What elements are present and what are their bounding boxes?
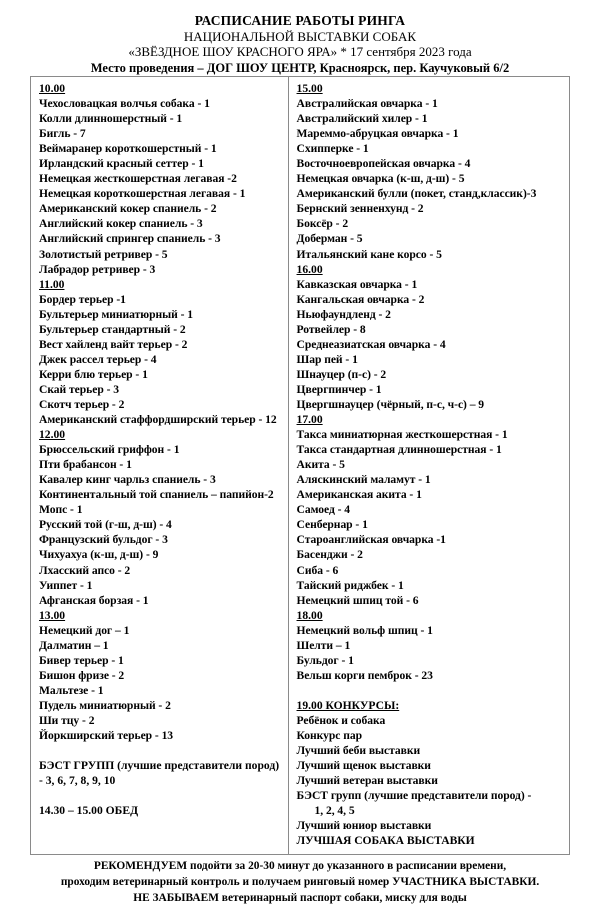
breed-entry: Бультерьер стандартный - 2 [39,322,186,336]
breed-entry: Бивер терьер - 1 [39,653,124,667]
time-heading-13-00: 13.00 [39,608,66,622]
breed-entry: Доберман - 5 [296,232,363,246]
schedule-column-afternoon [289,77,569,854]
time-heading-15-00: 15.00 [296,82,323,95]
contest-item: Лучший юниор выставки [296,819,432,833]
breed-entry: Американская акита - 1 [296,488,422,502]
breed-entry: Скай терьер - 3 [39,382,119,396]
breed-entry: Американский булли (покет, станд,классик)-3 [296,187,537,201]
breed-entry: Пти брабансон - 1 [39,458,132,472]
schedule-table [30,76,570,855]
right-time-blocks [297,81,563,683]
breed-entry: Керри блю терьер - 1 [39,367,148,381]
lunch-break: 14.30 – 15.00 ОБЕД [39,804,139,818]
breed-entry: Немецкая жесткошерстная легавая -2 [39,172,237,186]
breed-entry: Бульдог - 1 [296,653,354,667]
breed-entry: Скотч терьер - 2 [39,397,125,411]
breed-entry: Лабрадор ретривер - 3 [39,262,156,276]
contest-list-tail [297,818,563,848]
left-time-blocks [39,81,282,743]
breed-entry: Сиба - 6 [296,563,339,577]
breed-entry: Цвергшнауцер (чёрный, п-с, ч-с) – 9 [296,397,485,411]
breed-entry: Староанглийская овчарка -1 [296,533,446,547]
breed-entry: Американский кокер спаниель - 2 [39,202,217,216]
best-groups-evening-numbers: 1, 2, 4, 5 [314,804,355,818]
breed-entry: Самоед - 4 [296,503,351,517]
breed-entry: Тайский риджбек - 1 [296,578,404,592]
breed-entry: Джек рассел терьер - 4 [39,352,157,366]
contest-item: Лучший беби выставки [296,744,421,758]
time-heading-16-00: 16.00 [296,262,323,276]
breed-entry: Английский спрингер спаниель - 3 [39,232,221,246]
breed-entry: Такса стандартная длинношерстная - 1 [296,443,502,457]
breed-entry: Английский кокер спаниель - 3 [39,217,203,231]
breed-entry: Немецкий дог – 1 [39,623,130,637]
breed-entry: Вест хайленд вайт терьер - 2 [39,337,188,351]
footer-line-3: НЕ ЗАБЫВАЕМ ветеринарный паспорт собаки, миску для воды [133,892,467,904]
best-groups-evening: БЭСТ групп (лучшие представители пород) - [296,789,532,803]
contest-item: Ребёнок и собака [296,713,386,727]
time-heading-10-00: 10.00 [39,82,66,95]
breed-entry: Бишон фризе - 2 [39,668,125,682]
breed-entry: Мареммо-абруцкая овчарка - 1 [296,127,459,141]
document-header [0,0,600,75]
best-groups-morning: БЭСТ ГРУПП (лучшие представители пород) - 3, 6, 7, 8, 9, 10 [39,759,280,788]
breed-entry: Колли длинношерстный - 1 [39,112,183,126]
breed-entry: Кавказская овчарка - 1 [296,277,418,291]
breed-entry: Американский стаффордширский терьер - 12 [39,413,277,427]
page-title: РАСПИСАНИЕ РАБОТЫ РИНГА [194,13,406,28]
breed-entry: Мальтезе - 1 [39,683,104,697]
breed-entry: Басенджи - 2 [296,548,363,562]
left-spacer [39,743,282,758]
footer-line-1: РЕКОМЕНДУЕМ подойти за 20-30 минут до указанного в расписании времени, [93,860,507,872]
breed-entry: Восточноевропейская овчарка - 4 [296,157,471,171]
breed-entry: Лхасский апсо - 2 [39,563,131,577]
breed-entry: Цвергпинчер - 1 [296,382,382,396]
breed-entry: Французский бульдог - 3 [39,533,168,547]
breed-entry: Уиппет - 1 [39,578,93,592]
breed-entry: Вельш корги пемброк - 23 [296,668,433,682]
contests-heading: 19.00 КОНКУРСЫ: [296,698,400,712]
breed-entry: Аляскинский маламут - 1 [296,473,431,487]
breed-entry: Чехословацкая волчья собака - 1 [39,97,210,111]
breed-entry: Чихуахуа (к-ш, д-ш) - 9 [39,548,159,562]
time-heading-17-00: 17.00 [296,413,323,427]
breed-entry: Немецкий шпиц той - 6 [296,593,419,607]
page-subtitle: НАЦИОНАЛЬНОЙ ВЫСТАВКИ СОБАК [183,28,417,44]
footer-line-2: проходим ветеринарный контроль и получаем ринговый номер УЧАСТНИКА ВЫСТАВКИ. [60,876,540,888]
breed-entry: Шар пей - 1 [296,352,358,366]
breed-entry: Континентальный той спаниель – папийон-2 [39,488,274,502]
breed-entry: Сенбернар - 1 [296,518,368,532]
breed-entry: Кангальская овчарка - 2 [296,292,425,306]
right-spacer [297,683,563,698]
contest-item: Лучший щенок выставки [296,759,431,773]
time-heading-12-00: 12.00 [39,428,66,442]
breed-entry: Далматин – 1 [39,638,109,652]
breed-entry: Ротвейлер - 8 [296,322,366,336]
breed-entry: Ирландский красный сеттер - 1 [39,157,204,171]
breed-entry: Немецкий вольф шпиц - 1 [296,623,433,637]
breed-entry: Боксёр - 2 [296,217,349,231]
left-spacer-2 [39,788,282,803]
time-heading-18-00: 18.00 [296,608,323,622]
breed-entry: Немецкая короткошерстная легавая - 1 [39,187,246,201]
breed-entry: Бернский зенненхунд - 2 [296,202,424,216]
breed-entry: Пудель миниатюрный - 2 [39,698,171,712]
breed-entry: Йоркширский терьер - 13 [39,729,174,743]
breed-entry: Ньюфаундленд - 2 [296,307,391,321]
venue-line: Место проведения – ДОГ ШОУ ЦЕНТР, Красноярск, пер. Каучуковый 6/2 [90,60,510,75]
breed-entry: Ши тцу - 2 [39,713,95,727]
breed-entry: Немецкая овчарка (к-ш, д-ш) - 5 [296,172,465,186]
breed-entry: Австралийский хилер - 1 [296,112,428,126]
breed-entry: Кавалер кинг чарльз спаниель - 3 [39,473,216,487]
breed-entry: Такса миниатюрная жесткошерстная - 1 [296,428,508,442]
contest-item: ЛУЧШАЯ СОБАКА ВЫСТАВКИ [296,834,475,848]
breed-entry: Австралийская овчарка - 1 [296,97,438,111]
breed-entry: Бультерьер миниатюрный - 1 [39,307,193,321]
breed-entry: Шнауцер (п-с) - 2 [296,367,387,381]
schedule-column-morning [31,77,289,854]
breed-entry: Бигль - 7 [39,127,86,141]
breed-entry: Веймаранер короткошерстный - 1 [39,142,217,156]
document-footer [0,858,600,906]
contest-item: Конкурс пар [296,728,363,742]
breed-entry: Шелти – 1 [296,638,351,652]
breed-entry: Мопс - 1 [39,503,83,517]
breed-entry: Афганская борзая - 1 [39,593,149,607]
breed-entry: Акита - 5 [296,458,345,472]
time-heading-11-00: 11.00 [39,277,65,291]
show-name-date: «ЗВЁЗДНОЕ ШОУ КРАСНОГО ЯРА» * 17 сентября 2023 года [128,44,472,60]
breed-entry: Схипперке - 1 [296,142,369,156]
breed-entry: Бордер терьер -1 [39,292,126,306]
breed-entry: Золотистый ретривер - 5 [39,247,168,261]
breed-entry: Брюссельский гриффон - 1 [39,443,180,457]
contest-item: Лучший ветеран выставки [296,774,438,788]
breed-entry: Русский той (г-ш, д-ш) - 4 [39,518,172,532]
breed-entry: Среднеазиатская овчарка - 4 [296,337,446,351]
breed-entry: Итальянский кане корсо - 5 [296,247,442,261]
contest-list [297,713,563,788]
